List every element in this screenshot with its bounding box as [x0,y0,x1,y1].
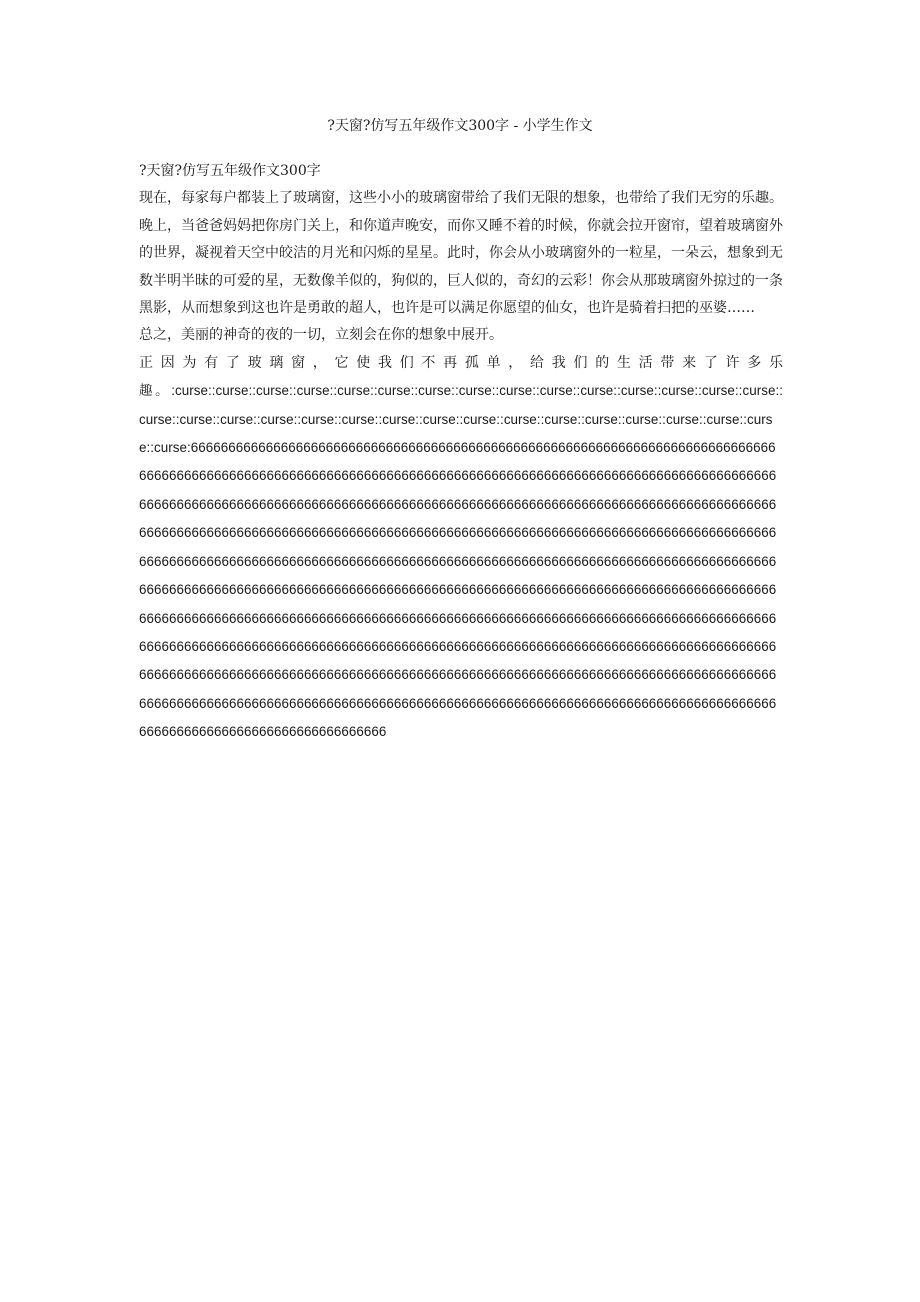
paragraph-closing [139,350,783,747]
closing-rest-text: 趣。:curse::curse::curse::curse::curse::curse::curse::curse::curse::curse::curse::curse::curse::curse::curse::curse::curse::curse::curse::curse::curse::curse::curse::curse::curse::curse::curse::curse::curse::curse::curse::curse:666666666666666666666666666666666666666666666666666666666666666666666666666666666666666666666666666666666666666666666666666666666666666666666666666666666666666666666666666666666666666666666666666666666666666666666666666666666666666666666666666666666666666666666666666666666666666666666666666666666666666666666666666666666666666666666666666666666666666666666666666666666666666666666666666666666666666666666666666666666666666666666666666666666666666666666666666666666666666666666666666666666666666666666666666666666666666666666666666666666666666666666666666666666666666666666666666666666666666666666666666666666666666666666666666666666666666666666666666666666666666666666666666666666666666666666666666666666666666666666666666666666666666666666666666666666666666666666666666666666666666666666666666666666666666666666666666666666666666666666666666666666666666666666666666666666666 [139,383,783,740]
paragraph-3: 总之，美丽的神奇的夜的一切，立刻会在你的想象中展开。 [139,327,503,344]
article-heading: ?天窗?仿写五年级作文300字 [139,163,321,179]
page-title: ?天窗?仿写五年级作文300字 - 小学生作文 [327,118,593,134]
article-body [139,158,783,747]
paragraph-1: 现在，每家每户都装上了玻璃窗，这些小小的玻璃窗带给了我们无限的想象，也带给了我们无穷的乐趣。 [139,190,783,207]
paragraph-2: 晚上，当爸爸妈妈把你房门关上，和你道声晚安，而你又睡不着的时候，你就会拉开窗帘，望着玻璃窗外的世界，凝视着天空中皎洁的月光和闪烁的星星。此时，你会从小玻璃窗外的一粒星，一朵云，想象到无数半明半昧的可爱的星，无数像羊似的，狗似的，巨人似的，奇幻的云彩！你会从那玻璃窗外掠过的一条黑影，从而想象到这也许是勇敢的超人，也许是可以满足你愿望的仙女，也许是骑着扫把的巫婆…… [139,217,783,317]
closing-lead-text: 正因为有了玻璃窗，它使我们不再孤单，给我们的生活带来了许多乐 [139,354,783,371]
